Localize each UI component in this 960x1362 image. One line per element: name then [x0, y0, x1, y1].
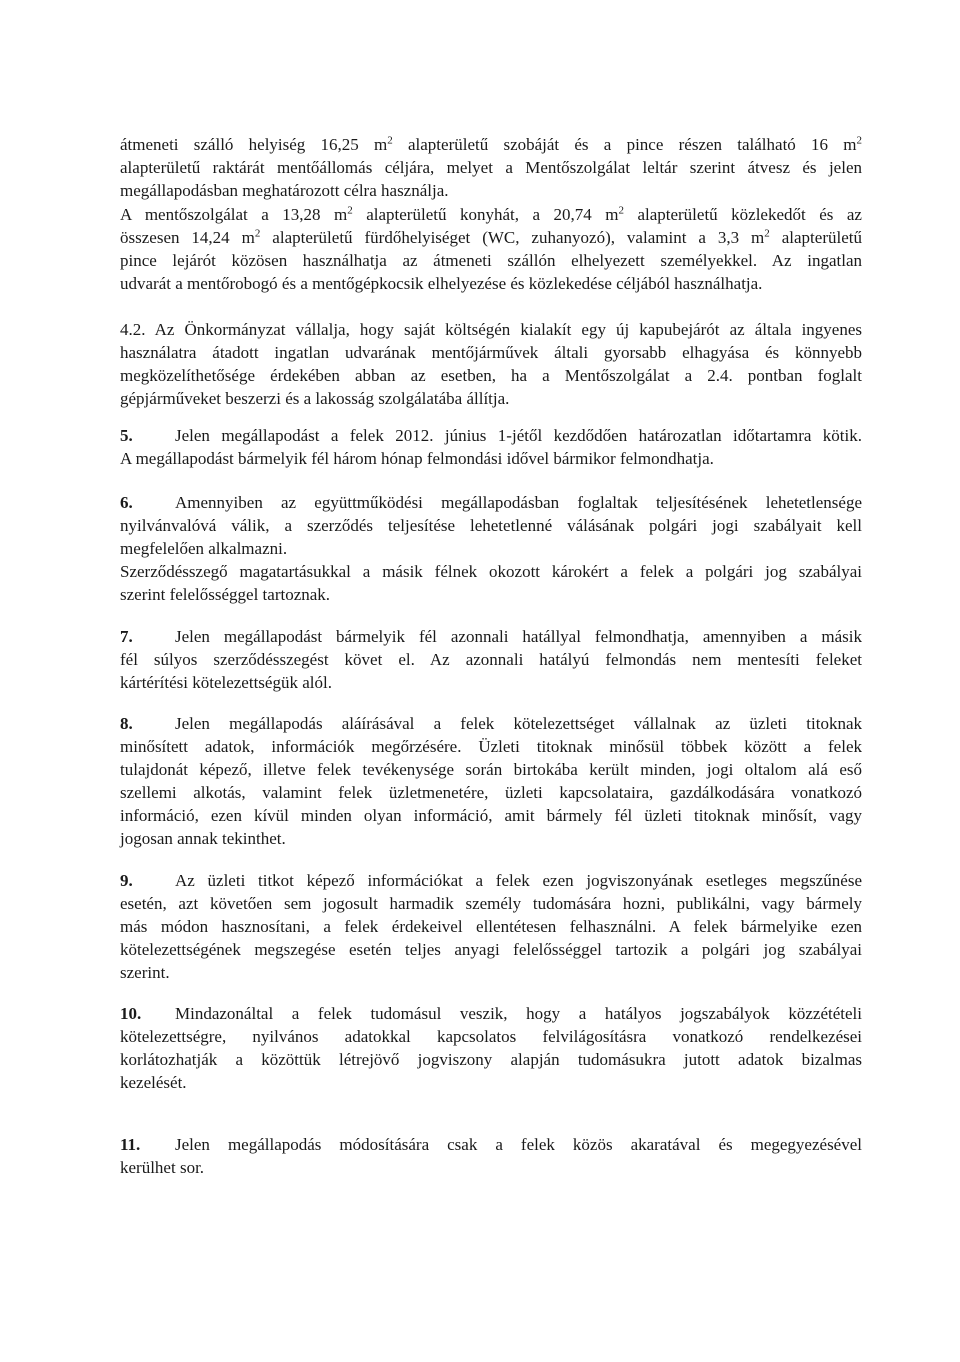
paragraph-line: nyilvánvalóvá válik, a szerződés teljesítése lehetetlenné válásának polgári jogi szabályait kell	[120, 516, 862, 535]
section-8-first-line	[120, 712, 862, 735]
paragraph-line: szellemi alkotás, valamint felek üzletmenetére, üzleti kapcsolataira, gazdálkodására vonatkozó	[120, 783, 862, 802]
paragraph-line: használatra átadott ingatlan udvarának mentőjárművek általi gyorsabb elhagyása és könnyebb	[120, 343, 862, 362]
paragraph-line: Jelen megállapodást a felek 2012. június 1-jétől kezdődően határozatlan időtartamra kötik.	[175, 426, 862, 445]
section-number: 10.	[120, 1004, 142, 1023]
paragraph-line: udvarát a mentőrobogó és a mentőgépkocsik elhelyezése és közlekedése céljából használhatja.	[120, 274, 763, 293]
section-number: 5.	[120, 426, 133, 445]
paragraph-line: Jelen megállapodást bármelyik fél azonnali hatállyal felmondhatja, amennyiben a másik	[175, 627, 862, 646]
paragraph-line: tulajdonát képező, illetve felek tevékenysége során birtokába került minden, jogi oltalom alá eső	[120, 760, 862, 779]
paragraph-line: Jelen megállapodás aláírásával a felek kötelezettséget vállalnak az üzleti titoknak	[175, 714, 862, 733]
paragraph-line: összesen 14,24 $m^2$ alapterületű fürdőhelyiséget (WC, zuhanyozó), valamint a 3,3 $m^2$ alapterületű	[120, 227, 862, 247]
section-6-first-line	[120, 491, 862, 514]
paragraph-line: információ, ezen kívül minden olyan információ, amit bármely fél üzleti titoknak minősít, vagy	[120, 806, 862, 825]
paragraph-line: szerint felelősséggel tartoznak.	[120, 585, 331, 604]
section-number: 7.	[120, 627, 133, 646]
paragraph-line: esetén, azt követően sem jogosult harmadik személy tudomására hozni, publikálni, vagy bármely	[120, 894, 862, 913]
paragraph-line: Jelen megállapodás módosítására csak a felek közös akaratával és megegyezésével	[175, 1135, 862, 1154]
paragraph-line: alapterületű raktárát mentőállomás céljára, melyet a Mentőszolgálat leltár szerint átvesz és jelen	[120, 158, 862, 177]
paragraph-line: Szerződésszegő magatartásukkal a másik félnek okozott károkért a felek a polgári jog szabályai	[120, 562, 862, 581]
paragraph-line: szerint.	[120, 963, 170, 982]
paragraph-line: kezelését.	[120, 1073, 187, 1092]
paragraph-line: megállapodásban meghatározott célra használja.	[120, 181, 449, 200]
paragraph-line: Az üzleti titkot képező információkat a felek ezen jogviszonyának esetleges megszűnése	[175, 871, 862, 890]
paragraph-line: jogosan annak tekinthet.	[120, 829, 286, 848]
paragraph-line: megközelíthetősége érdekében abban az esetben, ha a Mentőszolgálat a 2.4. pontban foglalt	[120, 366, 862, 385]
paragraph-line: gépjárműveket beszerzi és a lakosság szolgálatába állítja.	[120, 389, 510, 408]
paragraph-line: A mentőszolgálat a 13,28 $m^2$ alapterületű konyhát, a 20,74 $m^2$ alapterületű közlekedőt és az	[120, 204, 862, 224]
paragraph-line: minősített adatok, információk megőrzésére. Üzleti titoknak minősül többek között a felek	[120, 737, 862, 756]
paragraph-line: más módon hasznosítani, a felek érdekeivel ellentétesen felhasználni. A felek bármelyike ezen	[120, 917, 862, 936]
paragraph-line: A megállapodást bármelyik fél három hónap felmondási idővel bármikor felmondhatja.	[120, 449, 714, 468]
section-5-first-line	[120, 424, 862, 447]
section-10-first-line	[120, 1002, 862, 1025]
section-number: 9.	[120, 871, 133, 890]
paragraph-line: pince lejárót közösen használhatja az átmeneti szállón elhelyezett személyekkel. Az ingatlan	[120, 251, 862, 270]
paragraph-line: Mindazonáltal a felek tudomásul veszik, hogy a hatályos jogszabályok közzétételi	[175, 1004, 862, 1023]
paragraph-line: Amennyiben az együttműködési megállapodásban foglaltak teljesítésének lehetetlensége	[175, 493, 862, 512]
section-number: 6.	[120, 493, 133, 512]
section-9-first-line	[120, 869, 862, 892]
section-number: 11.	[120, 1135, 141, 1154]
section-11-first-line	[120, 1133, 862, 1156]
paragraph-line: kötelezettségre, nyilvános adatokkal kapcsolatos felvilágosításra vonatkozó rendelkezései	[120, 1027, 862, 1046]
paragraph-line: 4.2. Az Önkormányzat vállalja, hogy saját költségén kialakít egy új kapubejárót az általa ingyenes	[120, 320, 862, 339]
paragraph-line: kártérítési kötelezettségük alól.	[120, 673, 332, 692]
paragraph-line: fél súlyos szerződésszegést követ el. Az azonnali hatályú felmondás nem mentesíti feleket	[120, 650, 862, 669]
paragraph-line: megfelelően alkalmazni.	[120, 539, 288, 558]
paragraph-line: átmeneti szálló helyiség 16,25 $m^2$ alapterületű szobáját és a pince részen található 16 $m^2$	[120, 134, 862, 154]
paragraph-line: korlátozhatják a közöttük létrejövő jogviszony alapján tudomásukra jutott adatok bizalmas	[120, 1050, 862, 1069]
section-7-first-line	[120, 625, 862, 648]
paragraph-line: kötelezettségének megszegése esetén teljes anyagi felelősséggel tartozik a polgári jog szabályai	[120, 940, 862, 959]
paragraph-line: kerülhet sor.	[120, 1158, 205, 1177]
section-number: 8.	[120, 714, 133, 733]
